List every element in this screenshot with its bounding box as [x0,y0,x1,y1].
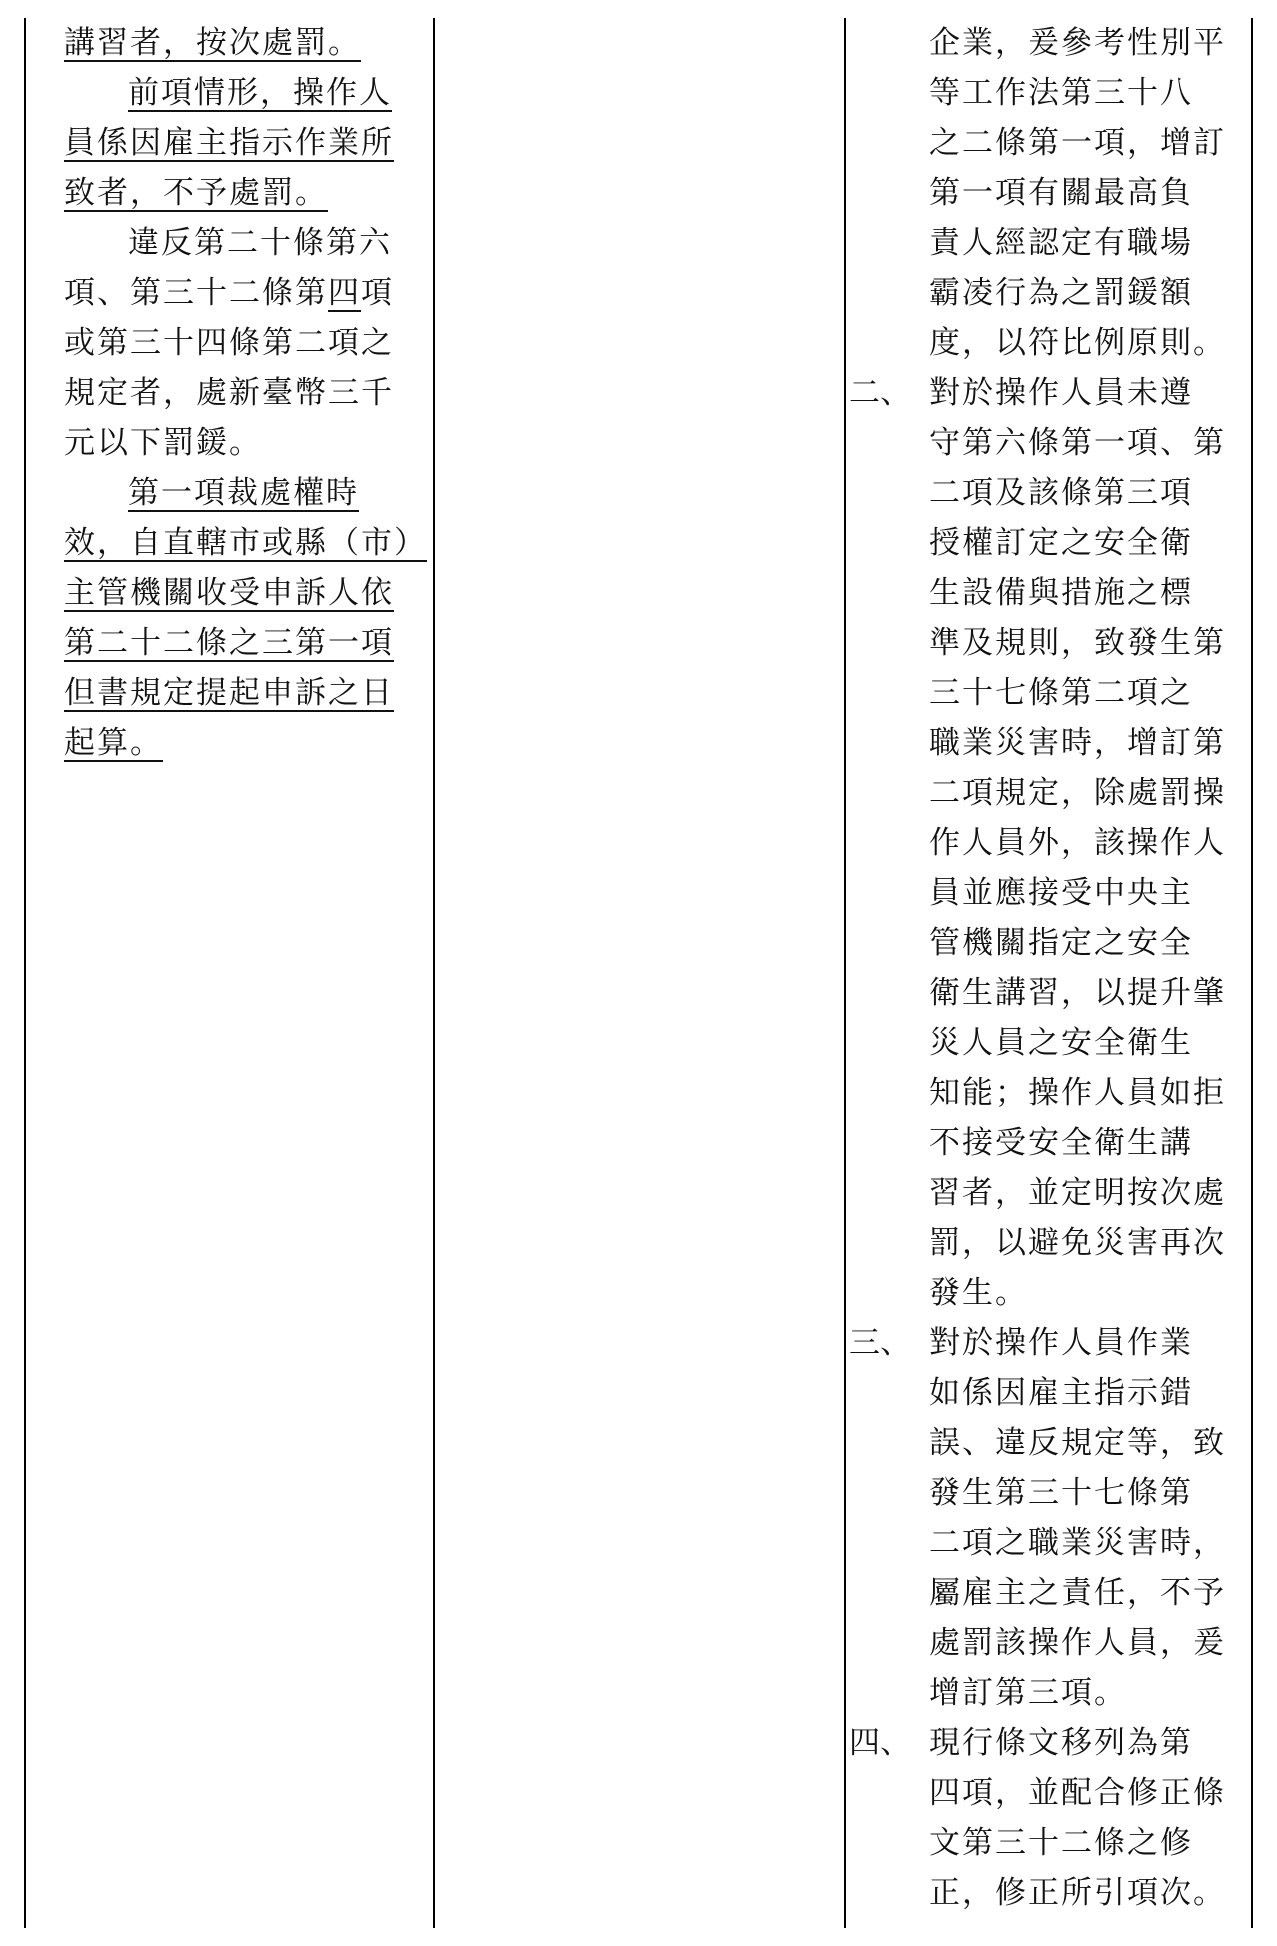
text-line: 主管機關收受申訴人依 [64,575,394,611]
item-number: 二、 [849,375,911,411]
text-line: 知能；操作人員如拒 [929,1075,1226,1111]
text-line: 授權訂定之安全衛 [929,525,1193,561]
text-line: 規定者，處新臺幣三千 [64,375,394,411]
text-line: 屬雇主之責任，不予 [929,1575,1226,1611]
text-line: 守第六條第一項、第 [929,425,1226,461]
explanation-column [849,18,1249,1918]
text-line: 現行條文移列為第 [929,1725,1193,1761]
amended-text-column [64,18,429,768]
text-line: 但書規定提起申訴之日 [64,675,394,711]
text-line: 衛生講習，以提升肇 [929,975,1226,1011]
text-line: 效，自直轄市或縣（市） [64,525,427,561]
text-line: 員並應接受中央主 [929,875,1193,911]
text-line: 二項之職業災害時， [929,1525,1226,1561]
text-line: 增訂第三項。 [929,1675,1127,1711]
text-line: 責人經認定有職場 [929,225,1193,261]
explanation-lead [854,18,1249,368]
text-line: 對於操作人員作業 [929,1325,1193,1361]
text-line: 災人員之安全衛生 [929,1025,1193,1061]
table-border-right [1251,18,1253,1928]
text-line: 違反第二十條第六 [128,225,392,261]
text-line: 管機關指定之安全 [929,925,1193,961]
text-line: 第一項裁處權時 [128,475,359,511]
explanation-item-4 [849,1718,1249,1918]
text-line: 發生。 [929,1275,1028,1311]
text-line: 四項，並配合修正條 [929,1775,1226,1811]
text-line: 三十七條第二項之 [929,675,1193,711]
text-line: 二項規定，除處罰操 [929,775,1226,811]
text-line: 習者，並定明按次處 [929,1175,1226,1211]
text-line: 對於操作人員未遵 [929,375,1193,411]
text-line: 項、第三十二條第四項 [64,275,394,311]
text-line: 或第三十四條第二項之 [64,325,394,361]
text-line: 準及規則，致發生第 [929,625,1226,661]
comparison-table [24,18,1252,1928]
text-line: 起算。 [64,725,163,761]
text-line: 等工作法第三十八 [929,75,1193,111]
text-line: 霸凌行為之罰鍰額 [929,275,1193,311]
text-line: 員係因雇主指示作業所 [64,125,394,161]
text-line: 職業災害時，增訂第 [929,725,1226,761]
text-line: 二項及該條第三項 [929,475,1193,511]
item-number: 三、 [849,1325,911,1361]
text-line: 元以下罰鍰。 [64,425,262,461]
text-line: 正，修正所引項次。 [929,1875,1226,1911]
item-number: 四、 [849,1725,911,1761]
text-line: 第一項有關最高負 [929,175,1193,211]
column-divider-2 [844,18,846,1928]
text-line: 生設備與措施之標 [929,575,1193,611]
explanation-item-2 [849,368,1249,1318]
text-line: 企業，爰參考性別平 [929,25,1226,61]
text-line: 第二十二條之三第一項 [64,625,394,661]
text-line: 作人員外，該操作人 [929,825,1226,861]
text-line: 罰，以避免災害再次 [929,1225,1226,1261]
explanation-item-3 [849,1318,1249,1718]
text-line: 致者，不予處罰。 [64,175,328,211]
text-line: 誤、違反規定等，致 [929,1425,1226,1461]
text-line: 如係因雇主指示錯 [929,1375,1193,1411]
text-line: 文第三十二條之修 [929,1825,1193,1861]
text-line: 處罰該操作人員，爰 [929,1625,1226,1661]
text-line: 之二條第一項，增訂 [929,125,1226,161]
column-divider-1 [433,18,435,1928]
text-line: 前項情形，操作人 [128,75,392,111]
text-line: 發生第三十七條第 [929,1475,1193,1511]
text-line: 講習者，按次處罰。 [64,25,361,61]
table-border-left [24,18,26,1928]
text-line: 度，以符比例原則。 [929,325,1226,361]
text-line: 不接受安全衛生講 [929,1125,1193,1161]
